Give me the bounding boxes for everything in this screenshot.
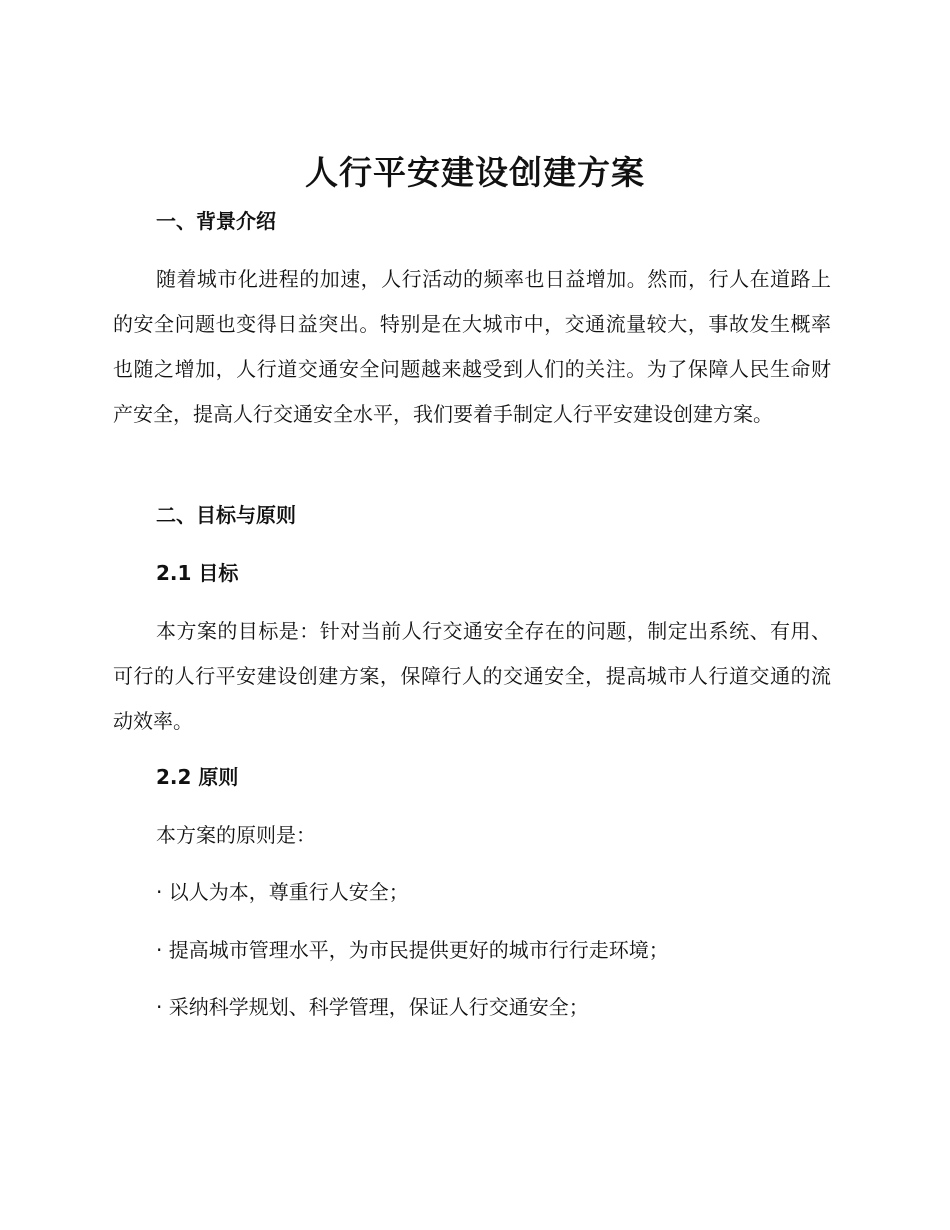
section-heading-goals-principles: 二、目标与原则 [156,503,296,527]
principle-bullet-item: · 以人为本，尊重行人安全； [156,880,409,904]
principle-bullet-item: · 提高城市管理水平，为市民提供更好的城市行行走环境； [156,938,669,962]
subsection-heading-principles: 2.2 原则 [156,765,239,789]
section-heading-background: 一、背景介绍 [156,209,276,233]
background-paragraph: 随着城市化进程的加速，人行活动的频率也日益增加。然而，行人在道路上的安全问题也变得日益突出。特别是在大城市中，交通流量较大，事故发生概率也随之增加，人行道交通安全问题越来越受到人们的关注。为了保障人民生命财产安全，提高人行交通安全水平，我们要着手制定人行平安建设创建方案。 [113,267,831,426]
principle-bullet-item: · 采纳科学规划、科学管理，保证人行交通安全； [156,995,589,1019]
goals-paragraph: 本方案的目标是：针对当前人行交通安全存在的问题，制定出系统、有用、可行的人行平安建设创建方案，保障行人的交通安全，提高城市人行道交通的流动效率。 [113,619,831,733]
document-title: 人行平安建设创建方案 [305,153,645,192]
principles-intro: 本方案的原则是： [156,823,316,847]
subsection-heading-goals: 2.1 目标 [156,561,239,585]
